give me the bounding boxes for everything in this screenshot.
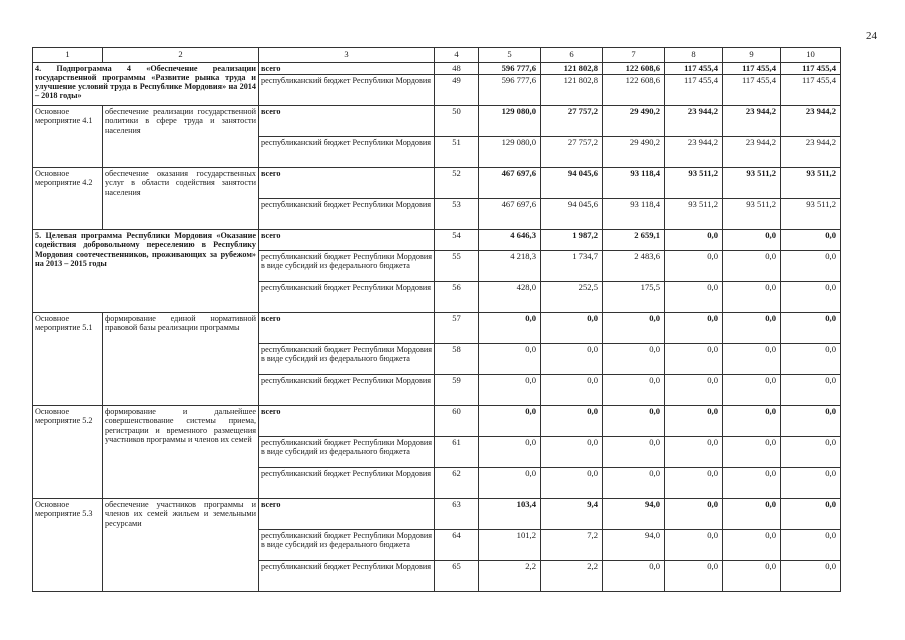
row-number: 62: [435, 468, 479, 499]
amount-cell: 0,0: [603, 375, 665, 406]
row-number: 57: [435, 313, 479, 344]
column-number-header: 5: [479, 48, 541, 63]
amount-cell: 0,0: [665, 406, 723, 437]
amount-cell: 0,0: [665, 437, 723, 468]
amount-cell: 0,0: [665, 530, 723, 561]
amount-cell: 9,4: [541, 499, 603, 530]
amount-cell: 0,0: [723, 230, 781, 251]
table-row: [33, 313, 841, 344]
table-row: [33, 230, 841, 251]
row-number: 55: [435, 251, 479, 282]
amount-cell: 93 118,4: [603, 168, 665, 199]
amount-cell: 93 511,2: [665, 168, 723, 199]
event-description: формирование и дальнейшее совершенствование системы приема, регистрации и временного размещения участников программы и членов их семей: [103, 406, 259, 499]
program-title: 4. Подпрограмма 4 «Обеспечение реализации государственной программы «Развитие рынка труда и улучшение условий труда в Республике Мордовия» на 2014 – 2018 годы»: [33, 62, 259, 106]
funding-source: республиканский бюджет Республики Мордовия в виде субсидий из федерального бюджета: [259, 530, 435, 561]
row-number: 52: [435, 168, 479, 199]
amount-cell: 117 455,4: [781, 75, 841, 106]
amount-cell: 0,0: [541, 344, 603, 375]
amount-cell: 1 987,2: [541, 230, 603, 251]
amount-cell: 0,0: [723, 375, 781, 406]
amount-cell: 117 455,4: [665, 75, 723, 106]
funding-source: всего: [259, 230, 435, 251]
amount-cell: 0,0: [723, 437, 781, 468]
amount-cell: 467 697,6: [479, 199, 541, 230]
amount-cell: 117 455,4: [781, 62, 841, 75]
page-number: 24: [866, 30, 877, 42]
row-number: 63: [435, 499, 479, 530]
row-number: 56: [435, 282, 479, 313]
amount-cell: 0,0: [541, 406, 603, 437]
amount-cell: 94 045,6: [541, 168, 603, 199]
column-number-header: 4: [435, 48, 479, 63]
funding-source: республиканский бюджет Республики Мордовия: [259, 468, 435, 499]
amount-cell: 0,0: [479, 313, 541, 344]
amount-cell: 0,0: [723, 344, 781, 375]
amount-cell: 122 608,6: [603, 75, 665, 106]
amount-cell: 0,0: [781, 437, 841, 468]
row-number: 54: [435, 230, 479, 251]
amount-cell: 117 455,4: [723, 75, 781, 106]
row-number: 59: [435, 375, 479, 406]
amount-cell: 0,0: [781, 251, 841, 282]
row-number: 61: [435, 437, 479, 468]
amount-cell: 93 511,2: [723, 168, 781, 199]
amount-cell: 1 734,7: [541, 251, 603, 282]
amount-cell: 0,0: [603, 437, 665, 468]
amount-cell: 0,0: [723, 468, 781, 499]
amount-cell: 23 944,2: [665, 137, 723, 168]
amount-cell: 2,2: [479, 561, 541, 592]
column-number-header: 9: [723, 48, 781, 63]
header-row: [33, 48, 841, 63]
amount-cell: 0,0: [603, 406, 665, 437]
column-number-header: 6: [541, 48, 603, 63]
amount-cell: 93 511,2: [723, 199, 781, 230]
funding-source: республиканский бюджет Республики Мордовия: [259, 137, 435, 168]
funding-source: всего: [259, 168, 435, 199]
event-name: Основное мероприятие 5.2: [33, 406, 103, 499]
amount-cell: 0,0: [723, 530, 781, 561]
amount-cell: 0,0: [665, 499, 723, 530]
funding-source: республиканский бюджет Республики Мордовия: [259, 75, 435, 106]
amount-cell: 467 697,6: [479, 168, 541, 199]
amount-cell: 0,0: [723, 282, 781, 313]
amount-cell: 0,0: [479, 468, 541, 499]
amount-cell: 0,0: [723, 406, 781, 437]
amount-cell: 596 777,6: [479, 62, 541, 75]
amount-cell: 23 944,2: [723, 137, 781, 168]
amount-cell: 2 659,1: [603, 230, 665, 251]
program-title: 5. Целевая программа Республики Мордовия «Оказание содействия добровольному переселению в Республику Мордовия соотечественников, проживающих за рубежом» на 2013 – 2015 годы: [33, 230, 259, 313]
funding-source: всего: [259, 313, 435, 344]
row-number: 60: [435, 406, 479, 437]
amount-cell: 93 511,2: [781, 168, 841, 199]
funding-source: всего: [259, 62, 435, 75]
row-number: 51: [435, 137, 479, 168]
amount-cell: 0,0: [603, 344, 665, 375]
amount-cell: 0,0: [479, 344, 541, 375]
column-number-header: 10: [781, 48, 841, 63]
amount-cell: 117 455,4: [723, 62, 781, 75]
amount-cell: 7,2: [541, 530, 603, 561]
funding-source: всего: [259, 499, 435, 530]
amount-cell: 0,0: [541, 437, 603, 468]
amount-cell: 0,0: [781, 375, 841, 406]
row-number: 65: [435, 561, 479, 592]
amount-cell: 129 080,0: [479, 137, 541, 168]
amount-cell: 428,0: [479, 282, 541, 313]
event-description: формирование единой нормативной правовой базы реализации программы: [103, 313, 259, 406]
amount-cell: 0,0: [479, 406, 541, 437]
amount-cell: 27 757,2: [541, 137, 603, 168]
amount-cell: 0,0: [781, 313, 841, 344]
amount-cell: 94 045,6: [541, 199, 603, 230]
event-name: Основное мероприятие 5.3: [33, 499, 103, 592]
amount-cell: 0,0: [781, 468, 841, 499]
column-number-header: 3: [259, 48, 435, 63]
row-number: 49: [435, 75, 479, 106]
amount-cell: 0,0: [665, 468, 723, 499]
amount-cell: 0,0: [665, 282, 723, 313]
amount-cell: 27 757,2: [541, 106, 603, 137]
amount-cell: 4 646,3: [479, 230, 541, 251]
column-number-header: 1: [33, 48, 103, 63]
event-description: обеспечение оказания государственных услуг в области содействия занятости населения: [103, 168, 259, 230]
amount-cell: 29 490,2: [603, 137, 665, 168]
table-row: [33, 168, 841, 199]
amount-cell: 0,0: [781, 344, 841, 375]
amount-cell: 0,0: [603, 313, 665, 344]
budget-table: [32, 47, 841, 592]
amount-cell: 117 455,4: [665, 62, 723, 75]
amount-cell: 0,0: [781, 530, 841, 561]
funding-source: республиканский бюджет Республики Мордовия в виде субсидий из федерального бюджета: [259, 344, 435, 375]
column-number-header: 8: [665, 48, 723, 63]
funding-source: республиканский бюджет Республики Мордовия: [259, 561, 435, 592]
amount-cell: 0,0: [603, 468, 665, 499]
funding-source: всего: [259, 106, 435, 137]
amount-cell: 0,0: [541, 313, 603, 344]
amount-cell: 252,5: [541, 282, 603, 313]
amount-cell: 122 608,6: [603, 62, 665, 75]
event-description: обеспечение участников программы и членов их семей жильем и земельными ресурсами: [103, 499, 259, 592]
amount-cell: 129 080,0: [479, 106, 541, 137]
funding-source: всего: [259, 406, 435, 437]
funding-source: республиканский бюджет Республики Мордовия: [259, 282, 435, 313]
column-number-header: 2: [103, 48, 259, 63]
amount-cell: 0,0: [665, 375, 723, 406]
amount-cell: 0,0: [781, 406, 841, 437]
table-row: [33, 406, 841, 437]
amount-cell: 0,0: [781, 499, 841, 530]
amount-cell: 93 118,4: [603, 199, 665, 230]
amount-cell: 121 802,8: [541, 75, 603, 106]
amount-cell: 596 777,6: [479, 75, 541, 106]
event-name: Основное мероприятие 4.1: [33, 106, 103, 168]
amount-cell: 0,0: [665, 251, 723, 282]
funding-source: республиканский бюджет Республики Мордовия: [259, 375, 435, 406]
amount-cell: 0,0: [479, 375, 541, 406]
column-number-header: 7: [603, 48, 665, 63]
amount-cell: 0,0: [541, 375, 603, 406]
amount-cell: 94,0: [603, 499, 665, 530]
amount-cell: 2,2: [541, 561, 603, 592]
amount-cell: 0,0: [665, 313, 723, 344]
funding-source: республиканский бюджет Республики Мордовия в виде субсидий из федерального бюджета: [259, 251, 435, 282]
amount-cell: 0,0: [479, 437, 541, 468]
amount-cell: 101,2: [479, 530, 541, 561]
amount-cell: 2 483,6: [603, 251, 665, 282]
amount-cell: 0,0: [541, 468, 603, 499]
amount-cell: 0,0: [665, 344, 723, 375]
amount-cell: 0,0: [665, 230, 723, 251]
row-number: 48: [435, 62, 479, 75]
row-number: 53: [435, 199, 479, 230]
amount-cell: 29 490,2: [603, 106, 665, 137]
table-row: [33, 499, 841, 530]
row-number: 50: [435, 106, 479, 137]
event-name: Основное мероприятие 5.1: [33, 313, 103, 406]
amount-cell: 0,0: [781, 282, 841, 313]
amount-cell: 0,0: [665, 561, 723, 592]
amount-cell: 93 511,2: [781, 199, 841, 230]
amount-cell: 23 944,2: [665, 106, 723, 137]
amount-cell: 175,5: [603, 282, 665, 313]
table-row: [33, 62, 841, 75]
amount-cell: 0,0: [723, 313, 781, 344]
amount-cell: 0,0: [781, 230, 841, 251]
row-number: 58: [435, 344, 479, 375]
amount-cell: 93 511,2: [665, 199, 723, 230]
event-description: обеспечение реализации государственной политики в сфере труда и занятости населения: [103, 106, 259, 168]
amount-cell: 0,0: [781, 561, 841, 592]
amount-cell: 103,4: [479, 499, 541, 530]
row-number: 64: [435, 530, 479, 561]
amount-cell: 0,0: [723, 251, 781, 282]
amount-cell: 23 944,2: [781, 106, 841, 137]
amount-cell: 94,0: [603, 530, 665, 561]
amount-cell: 0,0: [603, 561, 665, 592]
event-name: Основное мероприятие 4.2: [33, 168, 103, 230]
funding-source: республиканский бюджет Республики Мордовия: [259, 199, 435, 230]
table-row: [33, 106, 841, 137]
funding-source: республиканский бюджет Республики Мордовия в виде субсидий из федерального бюджета: [259, 437, 435, 468]
amount-cell: 0,0: [723, 499, 781, 530]
amount-cell: 121 802,8: [541, 62, 603, 75]
amount-cell: 23 944,2: [781, 137, 841, 168]
amount-cell: 23 944,2: [723, 106, 781, 137]
amount-cell: 4 218,3: [479, 251, 541, 282]
amount-cell: 0,0: [723, 561, 781, 592]
